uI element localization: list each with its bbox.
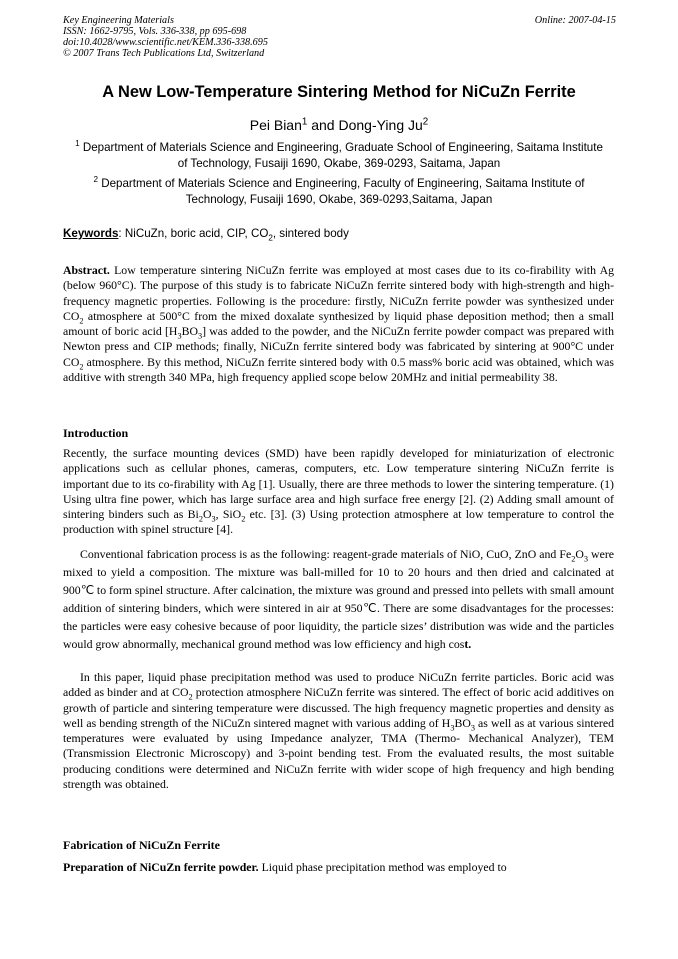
author-conjunction: and — [307, 117, 339, 133]
intro-paragraph-3 — [63, 670, 614, 792]
subscript: 3 — [177, 331, 182, 341]
affiliation-text: Department of Materials Science and Engineering, Faculty of Engineering, Saitama Institute of Technology, Fusaiji 1690, Okabe, 369-0293,Saitama, Japan — [97, 177, 585, 206]
abstract-text: atmosphere at 500°C from the mixed doxalate synthesized by liquid phase deposition method; then a small amount of boric acid [H — [63, 308, 614, 339]
subscript: 3 — [211, 514, 216, 524]
intro-text-bold: t. — [464, 637, 472, 651]
abstract-text: ] was added to the powder, and the NiCuZn ferrite powder compact was prepared with Newton press and CIP methods; finally, NiCuZn ferrite sintered body was fabricated by sintering at 900°C under CO — [63, 324, 614, 369]
doi-line: doi:10.4028/www.scientific.net/KEM.336-338.695 — [63, 37, 268, 48]
online-date: Online: 2007-04-15 — [534, 15, 616, 26]
introduction-heading: Introduction — [63, 426, 129, 440]
subscript: 2 — [268, 233, 273, 243]
preparation-text: Liquid phase precipitation method was employed to — [258, 860, 507, 874]
intro-text: O — [575, 547, 584, 561]
abstract-text: BO — [181, 324, 198, 339]
keywords-line — [63, 227, 616, 243]
intro-text: Conventional fabrication process is as the following: reagent-grade materials of NiO, CuO, ZnO and Fe — [80, 547, 572, 561]
intro-text: BO — [454, 715, 471, 730]
intro-text: etc. [3]. (3) Using protection atmosphere at low temperature to control the production with spinel structure [4]. — [63, 507, 614, 537]
intro-paragraph-2 — [63, 545, 614, 653]
author-name: Pei Bian — [249, 117, 302, 133]
copyright-line: © 2007 Trans Tech Publications Ltd, Switzerland — [63, 48, 265, 59]
affiliation-2 — [70, 176, 608, 207]
intro-text: were mixed to yield a composition. The mixture was ball-milled for 10 to 20 hours and then dried and calcinated at 900℃ to form spinel structure. After calcination, the mixture was ground and pressed into pellets with small amount addition of sintering binders, which were sintered in air at 950℃. There are some disadvantages for the processes: the particles were easy cohesive because of poor liquidity, the particle sizes’ distribution was wide and the particles would grow abnormally, mechanical ground method was low efficiency and high cos — [63, 547, 614, 651]
affiliation-number: 1 — [75, 139, 80, 149]
keywords-text: NiCuZn, boric acid, CIP, CO — [121, 227, 269, 240]
subscript: 3 — [197, 331, 203, 341]
issn-line: ISSN: 1662-9795, Vols. 336-338, pp 695-698 — [63, 26, 247, 37]
subscript: 3 — [470, 723, 475, 733]
author-name: Dong-Ying Ju — [338, 117, 423, 133]
journal-header — [63, 15, 268, 59]
authors-line — [40, 117, 638, 133]
preparation-paragraph — [63, 860, 614, 875]
intro-text: , SiO — [215, 507, 242, 522]
abstract-text: Low temperature sintering NiCuZn ferrite was employed at most cases due to its co-firability with Ag (below 960°C). The purpose of this study is to fabricate NiCuZn ferrite sintered body with high-strength and high-frequency magnetic properties. Following is the procedure: firstly, NiCuZn ferrite powder was synthesized under CO — [63, 263, 614, 323]
affiliation-1 — [70, 140, 608, 171]
abstract-label: Abstract. — [63, 263, 110, 277]
intro-text: protection atmosphere NiCuZn ferrite was sintered. The effect of boric acid additives on growth of particle and sintering temperature were discussed. The high frequency magnetic properties and density as well as bending strength of the NiCuZn sintered magnet with various adding of H — [63, 685, 614, 730]
keywords-label: Keywords — [63, 227, 119, 240]
subscript: 2 — [79, 316, 84, 326]
paper-title: A New Low-Temperature Sintering Method for NiCuZn Ferrite — [102, 83, 576, 101]
affiliation-text: Department of Materials Science and Engineering, Graduate School of Engineering, Saitama Institute of Technology, Fusaiji 1690, Okabe, 369-0293, Saitama, Japan — [79, 141, 603, 170]
intro-text: O — [202, 507, 212, 522]
keywords-colon: : — [118, 227, 122, 240]
author-superscript: 1 — [301, 116, 308, 128]
keywords-text: , sintered body — [272, 227, 349, 240]
journal-name: Key Engineering Materials — [63, 15, 174, 26]
subscript: 2 — [241, 514, 246, 524]
subscript: 3 — [583, 554, 588, 564]
intro-paragraph-1 — [63, 446, 614, 538]
fabrication-heading: Fabrication of NiCuZn Ferrite — [63, 838, 220, 852]
author-superscript: 2 — [422, 116, 429, 128]
subscript: 2 — [188, 692, 193, 702]
preparation-subheading: Preparation of NiCuZn ferrite powder. — [63, 860, 259, 874]
subscript: 2 — [571, 554, 576, 564]
subscript: 2 — [198, 514, 203, 524]
abstract-paragraph — [63, 263, 614, 385]
affiliation-number: 2 — [93, 175, 98, 185]
abstract-text: atmosphere. By this method, NiCuZn ferrite sintered body with 0.5 mass% boric acid was obtained, which was additive with strength 340 MPa, high frequency applied scope below 20MHz and initial permeability 38. — [63, 354, 614, 385]
subscript: 2 — [79, 362, 84, 372]
intro-text: as well as at various sintered temperatures were evaluated by using Impedance analyzer, TMA (Thermo- Mechanical Analyzer), TEM (Transmission Electronic Microscopy) and 3-point bending test. From the evaluated results, the most suitable producing conditions were determined and NiCuZn ferrite with wider scope of high frequency and high bending strength was obtained. — [63, 715, 614, 792]
intro-text: In this paper, liquid phase precipitation method was used to produce NiCuZn ferrite particles. Boric acid was added as binder and at CO — [63, 670, 614, 700]
intro-text: Recently, the surface mounting devices (SMD) have been rapidly developed for miniaturization of electronic applications such as cellular phones, cameras, computers, etc. Low temperature sintering NiCuZn ferrite is important due to its co-firability with Ag [1]. Usually, there are three methods to lower the sintering temperature. (1) Using ultra fine power, which has large surface area and high surface free energy [2]. (2) Adding small amount of sintering binders such as Bi — [63, 446, 614, 522]
subscript: 3 — [450, 723, 455, 733]
